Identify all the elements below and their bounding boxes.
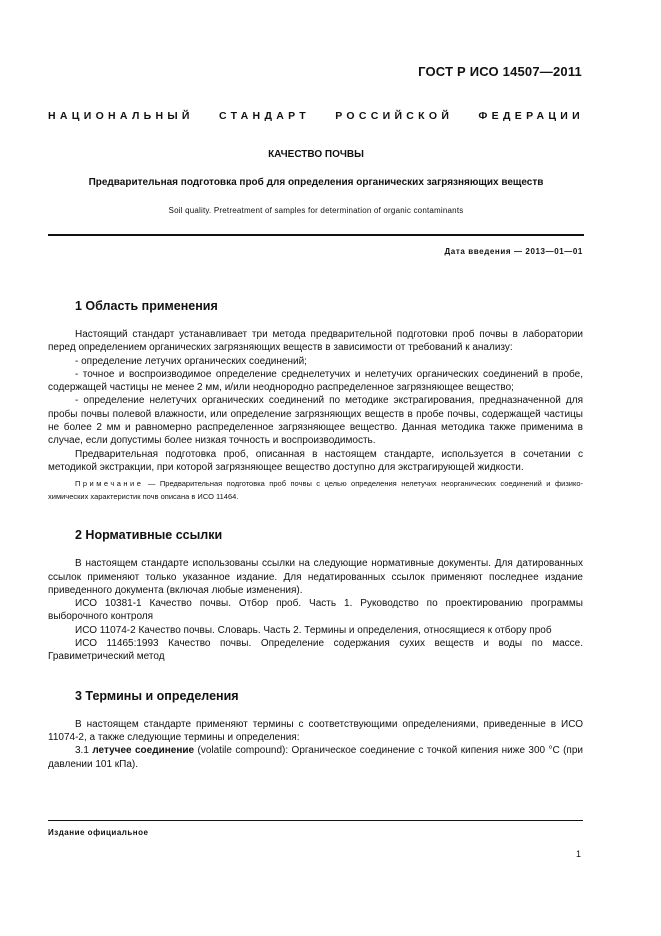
introduction-date: Дата введения — 2013—01—01 xyxy=(444,247,583,256)
official-edition-label: Издание официальное xyxy=(48,828,149,837)
list-item: - определение нелетучих органических соединений по методике экстрагирования, предназначенной для пробы почвы полевой влажности, или определение загрязняющих веществ в пробе почвы, содержащей частицы не более 2 мм и равномерно распределенное загрязняющее вещество. Данная методика также применима в случае, если допустимы более низкая точность и воспроизводимость. xyxy=(48,395,583,447)
term-text: (volatile compound): Органическое соединение с точкой кипения ниже 300 °С (при давлении 101 кПа). xyxy=(48,745,583,770)
national-standard-line xyxy=(48,110,584,122)
document-subtitle: Предварительная подготовка проб для определения органических загрязняющих веществ xyxy=(88,177,544,188)
national-word: ФЕДЕРАЦИИ xyxy=(478,110,584,122)
document-body xyxy=(48,298,583,771)
spacer xyxy=(48,503,583,527)
english-title: Soil quality. Pretreatment of samples for determination of organic contaminants xyxy=(168,206,464,215)
term-definition xyxy=(48,744,583,771)
paragraph: Предварительная подготовка проб, описанная в настоящем стандарте, используется в сочетании с методикой экстракции, при которой загрязняющее вещество доступно для экстрагирующей жидкости. xyxy=(48,448,583,473)
term-name: летучее соединение xyxy=(92,745,195,757)
list-item: - точное и воспроизводимое определение среднелетучих и нелетучих органических соединений в пробе, содержащей частицы не менее 2 мм, и/или неоднородно распределенное загрязняющее вещество; xyxy=(48,368,583,394)
paragraph: В настоящем стандарте применяют термины с соответствующими определениями, приведенные в ИСО 11074-2, а также следующие термины и определения: xyxy=(48,718,583,743)
list-item: - определение летучих органических соединений; xyxy=(75,355,307,367)
national-word: НАЦИОНАЛЬНЫЙ xyxy=(48,110,194,122)
spacer xyxy=(48,664,583,688)
section-heading: 2 Нормативные ссылки xyxy=(75,528,223,543)
document-code: ГОСТ Р ИСО 14507—2011 xyxy=(418,64,582,79)
paragraph: Настоящий стандарт устанавливает три метода предварительной подготовки проб почвы в лаборатории перед определением органических загрязняющих веществ в зависимости от требований к анализу: xyxy=(48,329,583,354)
section-heading: 1 Область применения xyxy=(75,299,218,313)
note xyxy=(48,478,583,503)
reference-item: ИСО 10381-1 Качество почвы. Отбор проб. Часть 1. Руководство по проектированию программы выборочного контроля xyxy=(48,598,583,623)
term-number: 3.1 xyxy=(75,745,89,757)
header-divider xyxy=(48,234,584,236)
paragraph: В настоящем стандарте использованы ссылки на следующие нормативные документы. Для датированных ссылок применяют только указанное издание. Для недатированных ссылок применяют последнее издание приведенного документа (включая любые изменения). xyxy=(48,558,583,596)
reference-item: ИСО 11074-2 Качество почвы. Словарь. Часть 2. Термины и определения, относящиеся к отбору проб xyxy=(75,624,552,636)
national-word: РОССИЙСКОЙ xyxy=(335,110,454,122)
page-number: 1 xyxy=(575,849,581,859)
section-heading: 3 Термины и определения xyxy=(75,688,239,703)
note-text: — Предварительная подготовка проб почвы с целью определения нелетучих неорганических соединений и физико-химических характеристик почв описана в ИСО 11464. xyxy=(48,479,583,501)
national-word: СТАНДАРТ xyxy=(219,110,310,122)
footer-divider xyxy=(48,820,583,821)
reference-item: ИСО 11465:1993 Качество почвы. Определение содержания сухих веществ и воды по массе. Гравиметрический метод xyxy=(48,638,583,663)
note-prefix: Примечание xyxy=(75,479,144,489)
document-title: КАЧЕСТВО ПОЧВЫ xyxy=(268,149,364,160)
